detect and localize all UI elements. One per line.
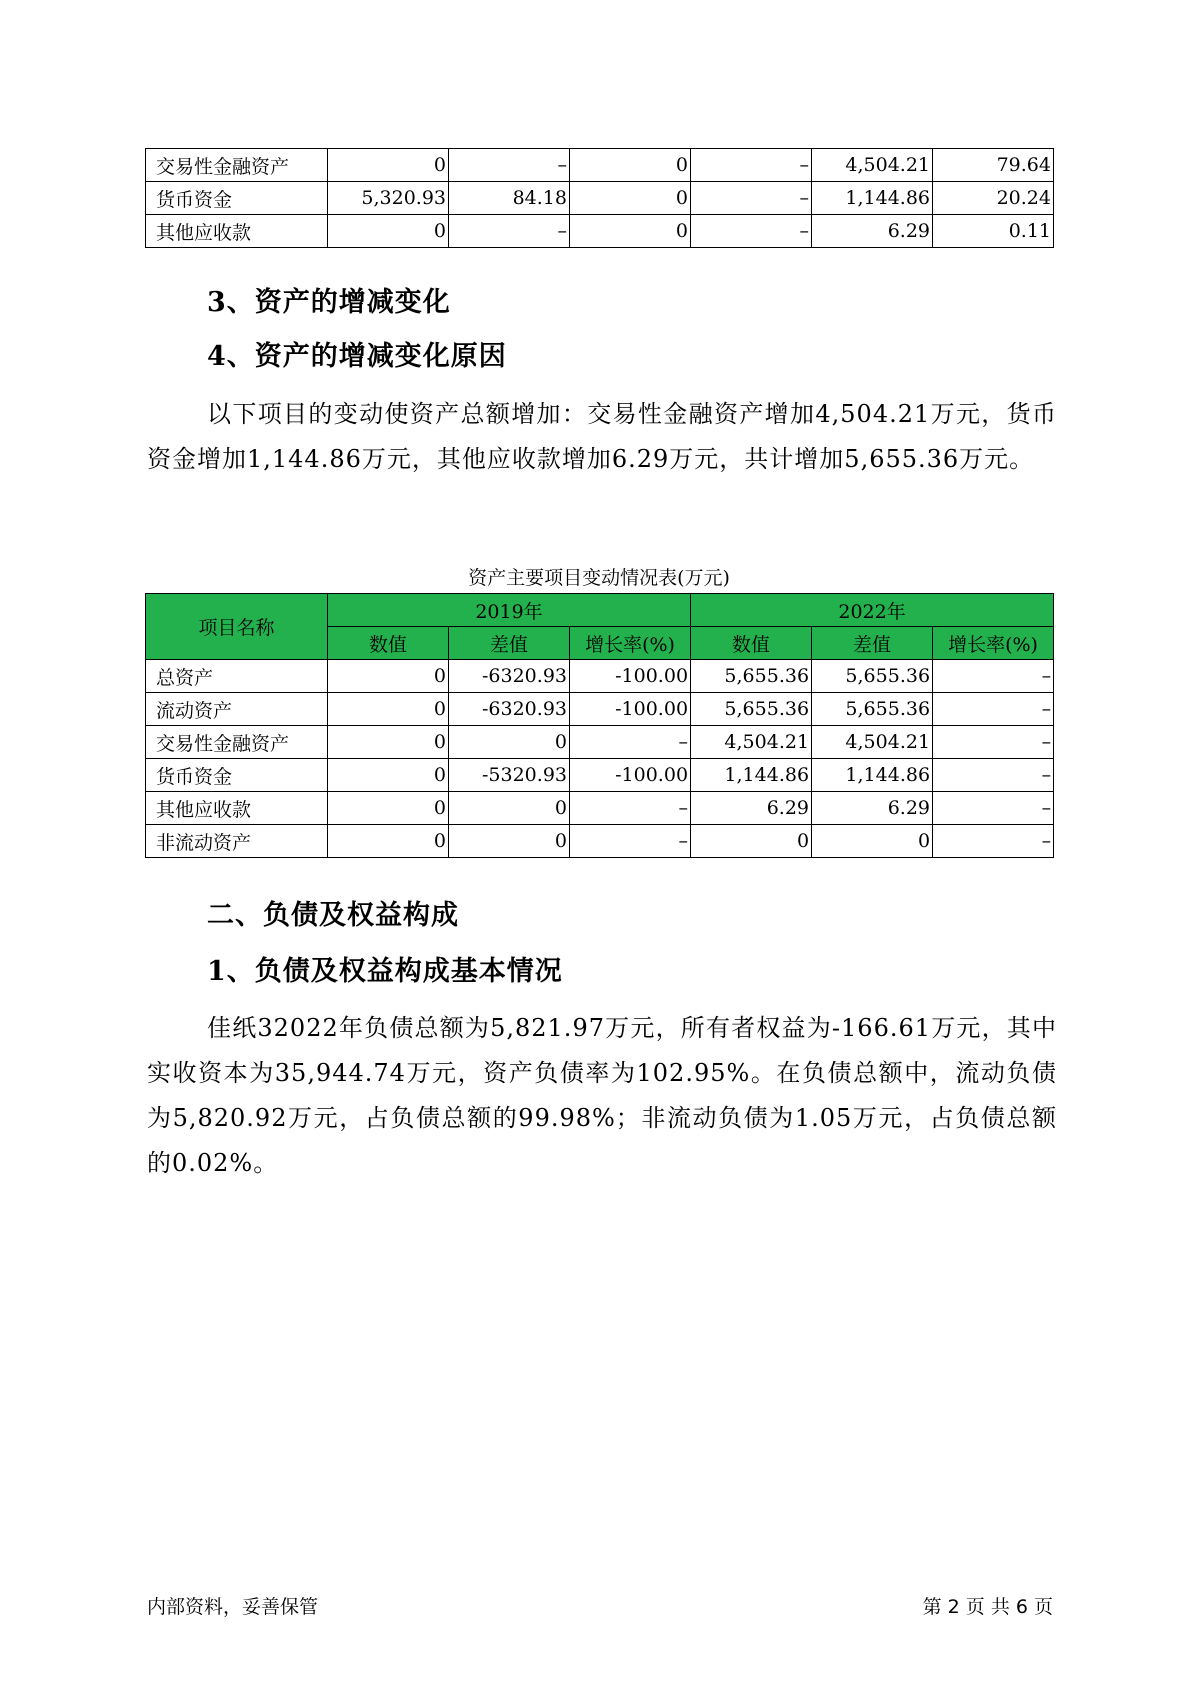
table-cell: 5,655.36 <box>812 693 933 726</box>
table-cell: 0 <box>328 726 449 759</box>
row-label: 货币资金 <box>146 759 328 792</box>
table-cell: – <box>933 759 1054 792</box>
table-cell: – <box>449 149 570 182</box>
table-cell: 0 <box>449 726 570 759</box>
heading-liability-basic: 1、负债及权益构成基本情况 <box>207 956 563 987</box>
table-cell: – <box>691 149 812 182</box>
table-cell: 5,655.36 <box>691 693 812 726</box>
table-cell: 0 <box>570 182 691 215</box>
table-cell: – <box>933 792 1054 825</box>
table-cell: 0 <box>328 149 449 182</box>
table-cell: 0 <box>449 792 570 825</box>
table-cell: 1,144.86 <box>812 182 933 215</box>
table-cell: 0 <box>328 792 449 825</box>
col-2019-value: 数值 <box>328 627 449 660</box>
table-cell: – <box>691 215 812 248</box>
table-cell: – <box>570 825 691 858</box>
table-cell: 6.29 <box>812 215 933 248</box>
table-row <box>146 825 1054 858</box>
row-label: 其他应收款 <box>146 215 328 248</box>
table-cell: 4,504.21 <box>812 726 933 759</box>
table-cell: – <box>449 215 570 248</box>
table-cell: 0 <box>449 825 570 858</box>
table-cell: – <box>933 660 1054 693</box>
table-cell: 84.18 <box>449 182 570 215</box>
row-label: 交易性金融资产 <box>146 149 328 182</box>
asset-change-body <box>146 660 1054 858</box>
table-cell: -6320.93 <box>449 660 570 693</box>
change-table-caption: 资产主要项目变动情况表(万元) <box>468 567 730 589</box>
row-label: 货币资金 <box>146 182 328 215</box>
table-cell: -100.00 <box>570 693 691 726</box>
table-cell: 0 <box>328 215 449 248</box>
table-cell: – <box>933 726 1054 759</box>
table-cell: 5,320.93 <box>328 182 449 215</box>
table-cell: 1,144.86 <box>691 759 812 792</box>
col-2022-value: 数值 <box>691 627 812 660</box>
col-2022-growth: 增长率(%) <box>933 627 1054 660</box>
col-2019-diff: 差值 <box>449 627 570 660</box>
table-cell: 0 <box>691 825 812 858</box>
table-row <box>146 660 1054 693</box>
row-label: 总资产 <box>146 660 328 693</box>
table-cell: – <box>691 182 812 215</box>
table-cell: 0 <box>328 693 449 726</box>
col-year-2022: 2022年 <box>691 594 1054 627</box>
table-cell: – <box>933 825 1054 858</box>
asset-change-paragraph: 以下项目的变动使资产总额增加：交易性金融资产增加4,504.21万元，货币资金增加1,144.86万元，其他应收款增加6.29万元，共计增加5,655.36万元。 <box>147 400 1057 473</box>
table-cell: – <box>570 792 691 825</box>
table-cell: 0 <box>812 825 933 858</box>
heading-liability-equity: 二、负债及权益构成 <box>207 900 459 931</box>
asset-composition-table <box>145 148 1054 248</box>
table-row <box>146 759 1054 792</box>
row-label: 交易性金融资产 <box>146 726 328 759</box>
table-row <box>146 215 1054 248</box>
table-cell: – <box>570 726 691 759</box>
table-cell: 0.11 <box>933 215 1054 248</box>
col-year-2019: 2019年 <box>328 594 691 627</box>
table-cell: 4,504.21 <box>812 149 933 182</box>
heading-asset-change-reason: 4、资产的增减变化原因 <box>207 341 507 372</box>
table-row <box>146 792 1054 825</box>
col-2022-diff: 差值 <box>812 627 933 660</box>
table-cell: 0 <box>570 149 691 182</box>
table-cell: 0 <box>328 759 449 792</box>
table-cell: 0 <box>328 660 449 693</box>
row-label: 非流动资产 <box>146 825 328 858</box>
table-cell: 5,655.36 <box>691 660 812 693</box>
footer-confidential: 内部资料，妥善保管 <box>147 1596 319 1618</box>
table-cell: 6.29 <box>691 792 812 825</box>
footer-page-number: 第 2 页 共 6 页 <box>922 1596 1053 1618</box>
table-row <box>146 149 1054 182</box>
table-cell: – <box>933 693 1054 726</box>
table-cell: 0 <box>570 215 691 248</box>
table-row <box>146 726 1054 759</box>
col-2019-growth: 增长率(%) <box>570 627 691 660</box>
heading-asset-change: 3、资产的增减变化 <box>207 287 451 318</box>
row-label: 其他应收款 <box>146 792 328 825</box>
table-cell: 5,655.36 <box>812 660 933 693</box>
table-row <box>146 693 1054 726</box>
table-cell: -100.00 <box>570 759 691 792</box>
table-cell: 1,144.86 <box>812 759 933 792</box>
liability-paragraph: 佳纸32022年负债总额为5,821.97万元，所有者权益为-166.61万元，其中实收资本为35,944.74万元，资产负债率为102.95%。在负债总额中，流动负债为5,820.92万元，占负债总额的99.98%；非流动负债为1.05万元，占负债总额的0.02%。 <box>147 1014 1057 1177</box>
table-cell: -100.00 <box>570 660 691 693</box>
table-cell: 20.24 <box>933 182 1054 215</box>
asset-change-table <box>145 593 1054 858</box>
table-cell: 6.29 <box>812 792 933 825</box>
table-cell: -5320.93 <box>449 759 570 792</box>
table-cell: 0 <box>328 825 449 858</box>
table-row <box>146 182 1054 215</box>
table-cell: -6320.93 <box>449 693 570 726</box>
col-item-name: 项目名称 <box>146 594 328 660</box>
asset-composition-body <box>146 149 1054 248</box>
table-cell: 4,504.21 <box>691 726 812 759</box>
table-cell: 79.64 <box>933 149 1054 182</box>
row-label: 流动资产 <box>146 693 328 726</box>
